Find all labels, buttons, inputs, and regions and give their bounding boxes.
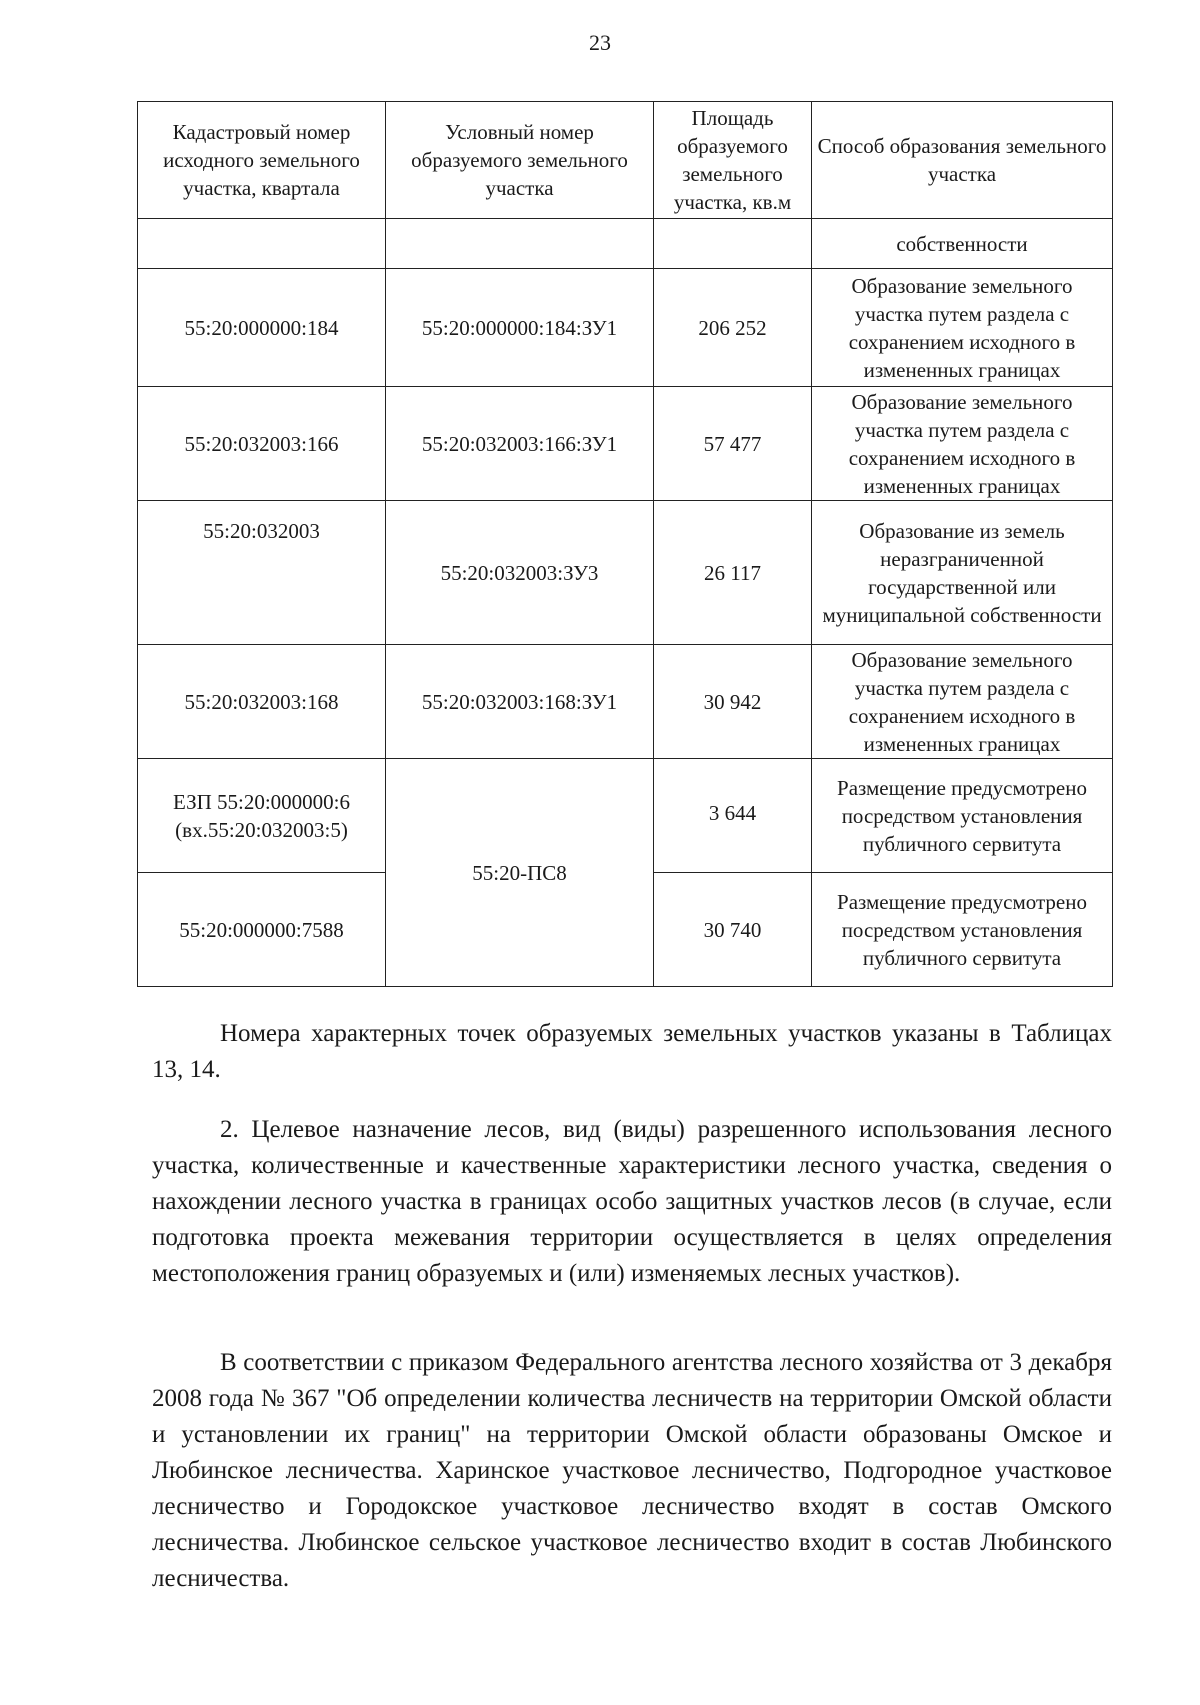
cell-empty: [654, 219, 812, 269]
cell-conditional-number: 55:20:032003:166:ЗУ1: [386, 387, 654, 501]
cell-conditional-number: 55:20:000000:184:ЗУ1: [386, 269, 654, 387]
cell-source: 55:20:000000:7588: [138, 873, 386, 987]
cell-source: 55:20:032003:166: [138, 387, 386, 501]
cell-method: Образование из земель неразграниченной государственной или муниципальной собственности: [812, 501, 1113, 645]
table-row: [138, 501, 1113, 645]
cell-conditional-number: 55:20-ПС8: [386, 759, 654, 987]
cell-area: 206 252: [654, 269, 812, 387]
cell-conditional-number: 55:20:032003:ЗУ3: [386, 501, 654, 645]
cell-area: 30 740: [654, 873, 812, 987]
table-row: [138, 219, 1113, 269]
header-source-cadastral: Кадастровый номер исходного земельного участка, квартала: [138, 102, 386, 219]
cell-method: Образование земельного участка путем раздела с сохранением исходного в измененных границах: [812, 269, 1113, 387]
cell-empty: [138, 219, 386, 269]
table-row: [138, 387, 1113, 501]
header-conditional-number: Условный номер образуемого земельного участка: [386, 102, 654, 219]
header-formation-method: Способ образования земельного участка: [812, 102, 1113, 219]
cell-area: 30 942: [654, 645, 812, 759]
cell-method: Образование земельного участка путем раздела с сохранением исходного в измененных границах: [812, 387, 1113, 501]
cell-source: [138, 759, 386, 873]
paragraph-points-reference: Номера характерных точек образуемых земельных участков указаны в Таблицах 13, 14.: [152, 1020, 1112, 1083]
table-row: [138, 269, 1113, 387]
table-header-row: [138, 102, 1113, 219]
land-plots-table: [137, 101, 1113, 987]
table-row: [138, 645, 1113, 759]
cell-conditional-number: 55:20:032003:168:ЗУ1: [386, 645, 654, 759]
cell-source: 55:20:032003: [138, 501, 386, 645]
paragraph-forest-purpose: 2. Целевое назначение лесов, вид (виды) разрешенного использования лесного участка, количественные и качественные характеристики лесного участка, сведения о нахождении лесного участка в границах особо защитных участков лесов (в случае, если подготовка проекта межевания территории осуществляется в целях определения местоположения границ образуемых и (или) изменяемых лесных участков).: [152, 1116, 1112, 1287]
source-line: ЕЗП 55:20:000000:6: [172, 789, 351, 814]
page-number: 23: [589, 30, 611, 55]
cell-area: 3 644: [654, 759, 812, 873]
paragraph-forestries: В соответствии с приказом Федерального агентства лесного хозяйства от 3 декабря 2008 года № 367 "Об определении количества лесничеств на территории Омской области и установлении их границ" на территории Омской области образованы Омское и Любинское лесничества. Харинское участковое лесничество, Подгородное участковое лесничество и Городокское участковое лесничество входят в состав Омского лесничества. Любинское сельское участковое лесничество входит в состав Любинского лесничества.: [152, 1349, 1112, 1592]
cell-source: 55:20:032003:168: [138, 645, 386, 759]
cell-area: 26 117: [654, 501, 812, 645]
header-area: Площадь образуемого земельного участка, кв.м: [654, 102, 812, 219]
cell-area: 57 477: [654, 387, 812, 501]
source-line: (вх.55:20:032003:5): [175, 817, 348, 842]
cell-method: Размещение предусмотрено посредством установления публичного сервитута: [812, 759, 1113, 873]
table-row: [138, 759, 1113, 873]
cell-source: 55:20:000000:184: [138, 269, 386, 387]
cell-empty: [386, 219, 654, 269]
cell-method: собственности: [812, 219, 1113, 269]
cell-method: Образование земельного участка путем раздела с сохранением исходного в измененных границах: [812, 645, 1113, 759]
cell-method: Размещение предусмотрено посредством установления публичного сервитута: [812, 873, 1113, 987]
